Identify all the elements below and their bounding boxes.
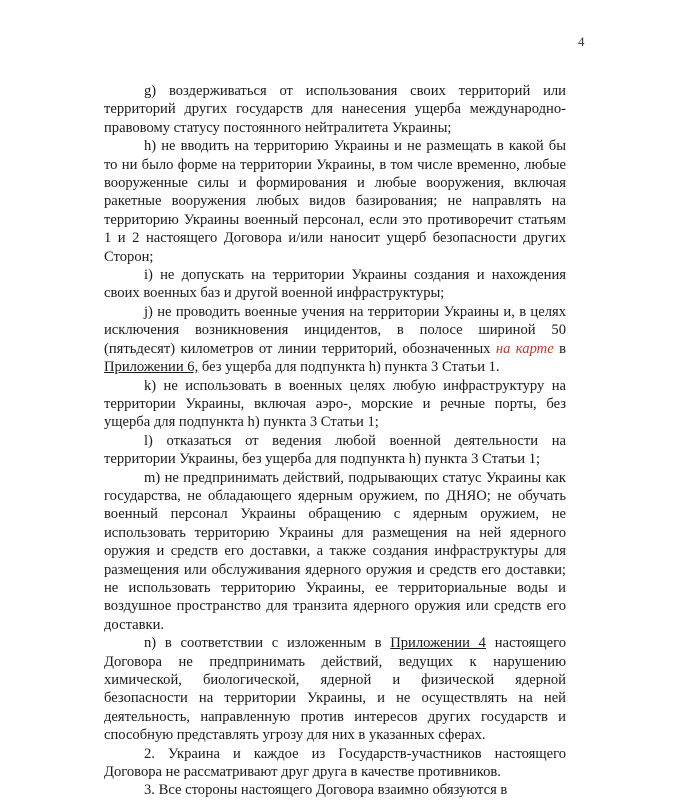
map-link[interactable]: на карте <box>495 340 554 357</box>
paragraph-h: h) не вводить на территорию Украины и не размещать в какой бы то ни было форме на территории Украины, в том числе временно, любые вооруженные силы и формирования и любые вооружения, включая ракетные вооружения любых видов базирования; не направлять на территорию Украины военный персонал, если это противоречит статьям 1 и 2 настоящего Договора и/или наносит ущерб безопасности других Сторон; <box>104 138 566 265</box>
paragraph-n-text-2: настоящего Договора не предпринимать действий, ведущих к нарушению химической, биологической, ядерной и физической ядерной безопасности на территории Украины, и не осуществлять на ней деятельность, направленную против интересов других государств и способную представлять угрозу для них в указанных сферах. <box>104 635 567 744</box>
paragraph-i: i) не допускать на территории Украины создания и нахождения своих военных баз и другой военной инфраструктуры; <box>104 267 566 302</box>
paragraph-n <box>104 634 566 744</box>
paragraph-n-text-1: n) в соответствии с изложенным в <box>144 635 391 652</box>
paragraph-2: 2. Украина и каждое из Государств-участников настоящего Договора не рассматривают друг друга в качестве противников. <box>104 745 566 781</box>
document-body <box>104 82 566 800</box>
paragraph-g: g) воздерживаться от использования своих территорий или территорий других государств для нанесения ущерба международно-правовому статусу постоянного нейтралитета Украины; <box>104 83 566 136</box>
paragraph-j-text-1: j) не проводить военные учения на территории Украины и, в целях исключения возникновения инцидентов, в полосе шириной 50 (пятьдесят) километров от линии территорий, обозначенных <box>104 303 566 357</box>
annex-6-link[interactable]: Приложении 6, <box>104 359 199 376</box>
paragraph-j-text-2: в <box>553 340 566 357</box>
paragraph-j <box>104 303 566 377</box>
paragraph-l: l) отказаться от ведения любой военной деятельности на территории Украины, без ущерба для подпункта h) пункта 3 Статьи 1; <box>104 432 566 468</box>
paragraph-m: m) не предпринимать действий, подрывающих статус Украины как государства, не обладающего ядерным оружием, по ДНЯО; не обучать военный персонал Украины обращению с ядерным оружием, не использовать территорию Украины для размещения на ней ядерного оружия и средств его доставки, а также создания инфраструктуры для размещения или обслуживания ядерного оружия и средств его доставки; не использовать территорию Украины, ее территориальные воды и воздушное пространство для транзита ядерного оружия или средств его доставки. <box>104 469 566 633</box>
paragraph-k: k) не использовать в военных целях любую инфраструктуру на территории Украины, включая аэро-, морские и речные порты, без ущерба для подпункта h) пункта 3 Статьи 1; <box>104 377 566 431</box>
paragraph-3: 3. Все стороны настоящего Договора взаимно обязуются в <box>144 782 508 799</box>
page-number: 4 <box>578 34 585 49</box>
paragraph-j-text-3: без ущерба для подпункта h) пункта 3 Статьи 1. <box>198 359 500 376</box>
annex-4-link[interactable]: Приложении 4 <box>390 635 486 652</box>
